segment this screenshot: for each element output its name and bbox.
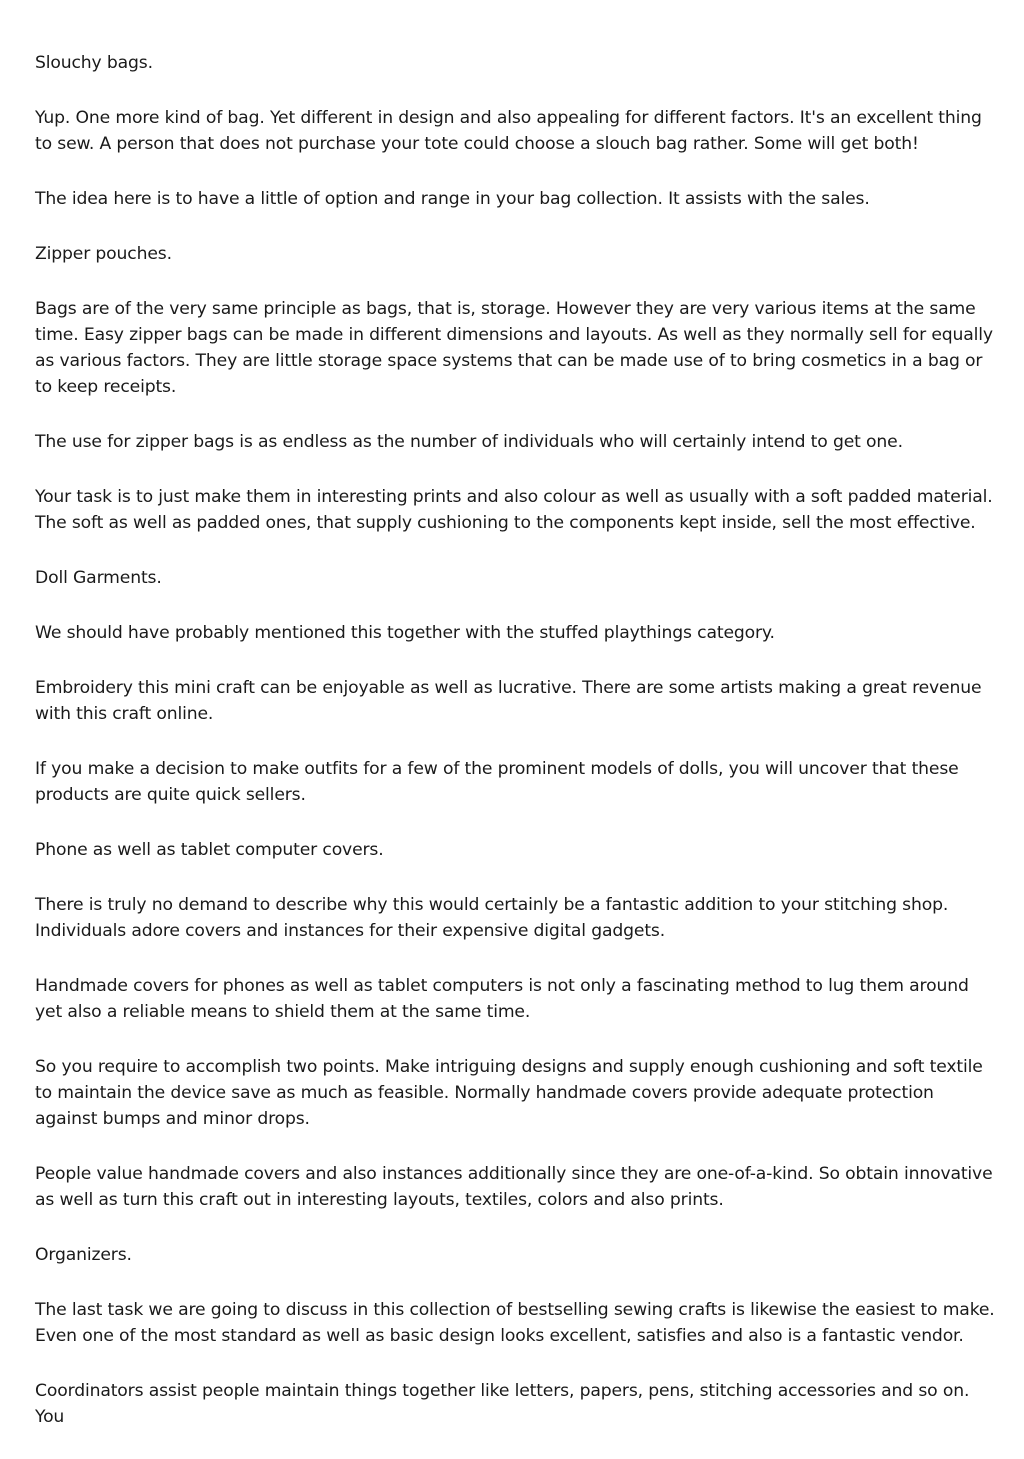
paragraph: Yup. One more kind of bag. Yet different in design and also appealing for different factors. It's an excellent thing to sew. A person that does not purchase your tote could choose a slouch bag rather. Some will get both! xyxy=(35,108,982,154)
paragraph: The last task we are going to discuss in this collection of bestselling sewing crafts is likewise the easiest to make. Even one of the most standard as well as basic design looks excellent, satisfies and also is a fantastic vendor. xyxy=(35,1300,995,1346)
paragraph: There is truly no demand to describe why this would certainly be a fantastic addition to your stitching shop. Individuals adore covers and instances for their expensive digital gadgets. xyxy=(35,895,949,941)
paragraph: So you require to accomplish two points. Make intriguing designs and supply enough cushioning and soft textile to maintain the device save as much as feasible. Normally handmade covers provide adequate protection against bumps and minor drops. xyxy=(35,1057,983,1129)
paragraph-heading-organizers: Organizers. xyxy=(35,1245,132,1265)
paragraph-heading-zipper-pouches: Zipper pouches. xyxy=(35,244,172,264)
paragraph: Bags are of the very same principle as bags, that is, storage. However they are very various items at the same time. Easy zipper bags can be made in different dimensions and layouts. As well as they normally sell for equally as various factors. They are little storage space systems that can be made use of to bring cosmetics in a bag or to keep receipts. xyxy=(35,299,993,397)
paragraph: Handmade covers for phones as well as tablet computers is not only a fascinating method to lug them around yet also a reliable means to shield them at the same time. xyxy=(35,976,969,1022)
document-body xyxy=(35,50,995,1459)
paragraph: If you make a decision to make outfits for a few of the prominent models of dolls, you will uncover that these products are quite quick sellers. xyxy=(35,759,959,805)
paragraph: We should have probably mentioned this together with the stuffed playthings category. xyxy=(35,623,775,643)
paragraph: Coordinators assist people maintain things together like letters, papers, pens, stitching accessories and so on. You xyxy=(35,1381,970,1427)
paragraph: The use for zipper bags is as endless as the number of individuals who will certainly intend to get one. xyxy=(35,432,903,452)
paragraph: People value handmade covers and also instances additionally since they are one-of-a-kind. So obtain innovative as well as turn this craft out in interesting layouts, textiles, colors and also prints. xyxy=(35,1164,993,1210)
paragraph-heading-doll-garments: Doll Garments. xyxy=(35,568,162,588)
paragraph-heading-slouchy-bags: Slouchy bags. xyxy=(35,53,153,73)
paragraph-heading-phone-tablet-covers: Phone as well as tablet computer covers. xyxy=(35,840,384,860)
paragraph: Embroidery this mini craft can be enjoyable as well as lucrative. There are some artists making a great revenue with this craft online. xyxy=(35,678,982,724)
paragraph: The idea here is to have a little of option and range in your bag collection. It assists with the sales. xyxy=(35,189,870,209)
paragraph: Your task is to just make them in interesting prints and also colour as well as usually with a soft padded material. The soft as well as padded ones, that supply cushioning to the components kept inside, sell the most effective. xyxy=(35,487,993,533)
